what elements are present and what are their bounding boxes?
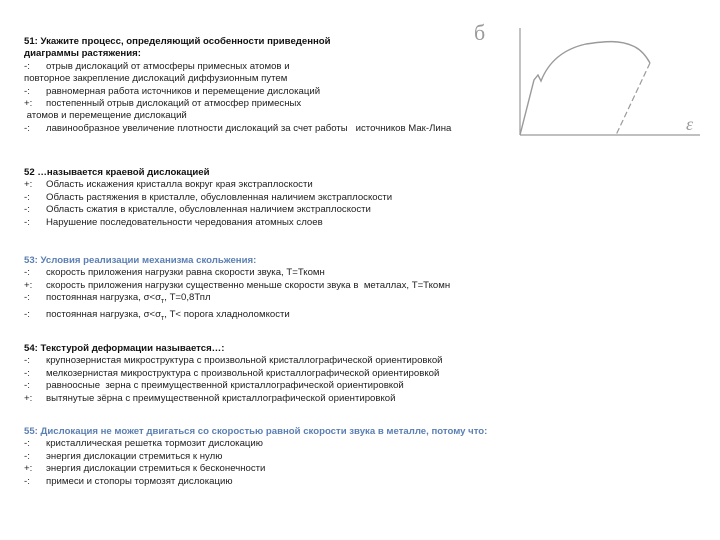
question-title: 53: Условия реализации механизма скольжения: (24, 255, 257, 266)
question-55 (24, 426, 487, 488)
question-53 (24, 255, 450, 325)
answer-option: +: постепенный отрыв дислокаций от атмосфер примесных (24, 98, 302, 110)
answer-option: -: примеси и стопоры тормозят дислокацию (24, 475, 233, 487)
answer-option: -: крупнозернистая микроструктура с произвольной кристаллографической ориентировкой (24, 355, 443, 367)
answer-option: -: скорость приложения нагрузки равна скорости звука, Т=Ткомн (24, 267, 325, 279)
answer-option: -: отрыв дислокаций от атмосферы примесных атомов и (24, 60, 290, 72)
question-title: 51: Укажите процесс, определяющий особенности приведенной (24, 36, 331, 47)
stress-strain-figure (468, 18, 714, 140)
stress-strain-curve (520, 42, 650, 135)
question-title: 52 …называется краевой дислокацией (24, 167, 210, 178)
answer-option: -: мелкозернистая микроструктура с произвольной кристаллографической ориентировкой (24, 367, 440, 379)
question-title: диаграммы растяжения: (24, 48, 141, 60)
question-54 (24, 343, 443, 405)
answer-option: +: энергия дислокации стремиться к бесконечности (24, 463, 266, 475)
answer-option-continuation: атомов и перемещение дислокаций (24, 110, 187, 122)
question-title: 55: Дислокация не может двигаться со скоростью равной скорости звука в металле, потому что: (24, 426, 488, 437)
answer-option-continuation: повторное закрепление дислокаций диффузионным путем (24, 73, 288, 85)
answer-option: -: Нарушение последовательности чередования атомных слоев (24, 216, 323, 228)
y-axis-label: б (474, 20, 486, 45)
answer-option: +: Область искажения кристалла вокруг края экстраплоскости (24, 179, 313, 191)
answer-option: -: энергия дислокации стремиться к нулю (24, 450, 223, 462)
answer-option: -: Область сжатия в кристалле, обусловленная наличием экстраплоскости (24, 204, 371, 216)
answer-option: -: кристаллическая решетка тормозит дислокацию (24, 438, 263, 450)
answer-option: +: вытянутые зёрна с преимущественной кристаллографической ориентировкой (24, 392, 396, 404)
question-title: 54: Текстурой деформации называется…: (24, 343, 225, 354)
unloading-line (616, 63, 650, 135)
answer-option: -: постоянная нагрузка, $\sigma<\sigma_т$, Т=0,8Тпл (24, 292, 211, 306)
answer-option: -: Область растяжения в кристалле, обусловленная наличием экстраплоскости (24, 191, 393, 203)
question-51 (24, 36, 451, 135)
answer-option: +: скорость приложения нагрузки существенно меньше скорости звука в металлах, Т=Ткомн (24, 279, 451, 291)
answer-option: -: постоянная нагрузка, $\sigma<\sigma_т$, Т< порога хладноломкости (24, 308, 290, 322)
x-axis-label: ε (686, 114, 694, 134)
answer-option: -: равномерная работа источников и перемещение дислокаций (24, 85, 321, 97)
answer-option: -: лавинообразное увеличение плотности дислокаций за счет работы источников Мак-Лина (24, 122, 452, 134)
answer-option: -: равноосные зерна с преимущественной кристаллографической ориентировкой (24, 380, 404, 392)
question-52 (24, 167, 392, 229)
